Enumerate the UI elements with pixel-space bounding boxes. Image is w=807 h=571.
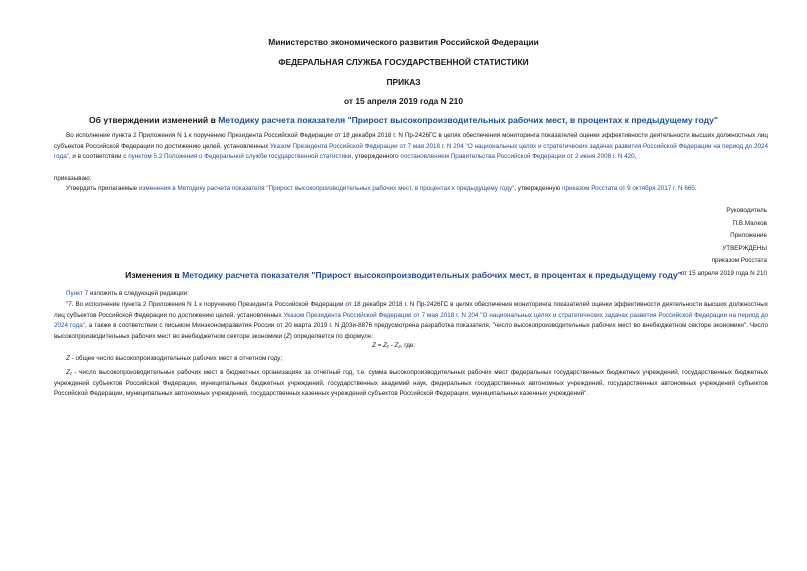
appendix-label: Приложение xyxy=(730,232,767,239)
doc-type-heading: ПРИКАЗ xyxy=(386,77,421,87)
prikazyvayu-line: приказываю: xyxy=(54,175,92,182)
definition-z1 xyxy=(54,368,768,400)
clause-7-text: изложить в следующей редакции: xyxy=(88,290,189,297)
appendix-by: приказом Росстата xyxy=(711,257,767,264)
z-symbol: Z xyxy=(285,332,290,340)
ministry-heading: Министерство экономического развития Российской Федерации xyxy=(268,37,539,47)
changes-title xyxy=(0,270,807,280)
resolution-420-link[interactable]: постановлением Правительства Российской Федерации от 2 июня 2008 г. N 420 xyxy=(400,153,635,161)
appendix-approved: УТВЕРЖДЕНЫ xyxy=(722,244,767,252)
formula-suffix: , где: xyxy=(400,342,416,349)
definition-z xyxy=(54,354,768,365)
approve-text-2: , утвержденную xyxy=(514,185,563,192)
approve-text-1: Утвердить прилагаемые xyxy=(66,185,139,192)
preamble-text-4: , xyxy=(634,153,637,161)
clause-7-link[interactable]: Пункт 7 xyxy=(66,290,89,297)
approve-text-3: . xyxy=(694,185,697,192)
clause-7-decree-link[interactable]: Указом Президента Российской Федерации от 7 мая 2018 г. N 204 "О национальных целях и стратегических задачах развития Российской Федерации на период до 2024 года" xyxy=(54,311,768,330)
changes-methodology-link[interactable]: Методику расчета показателя "Прирост высокопроизводительных рабочих мест, в процентах к предыдущему году" xyxy=(182,270,682,280)
rosstat-heading: ФЕДЕРАЛЬНАЯ СЛУЖБА ГОСУДАРСТВЕННОЙ СТАТИСТИКИ xyxy=(278,57,529,67)
def-z-text: - общее число высокопроизводительных рабочих мест в отчетном году; xyxy=(69,355,283,362)
approve-paragraph xyxy=(54,184,768,195)
doc-date-number: от 15 апреля 2019 года N 210 xyxy=(344,96,463,106)
signature-name: П.В.Малков xyxy=(732,219,767,227)
formula xyxy=(372,342,415,349)
methodology-link[interactable]: Методику расчета показателя "Прирост высокопроизводительных рабочих мест, в процентах к предыдущему году" xyxy=(218,115,719,125)
def-z-symbol: Z xyxy=(66,355,70,362)
preamble-paragraph xyxy=(54,131,768,163)
def-z1-symbol: Z₁ xyxy=(66,369,72,376)
preamble-text-1: Во исполнение пункта 2 Приложения N 1 к поручению Президента Российской Федерации от 18 декабря 2018 г. N Пр-2426ГС в целях обеспечения мониторинга показателей оценки эффективности деятельности высших должностных лиц субъектов Российской Федерации по достижению целей, установленных xyxy=(54,132,768,150)
document-title xyxy=(0,115,807,125)
decree-204-link[interactable]: Указом Президента Российской Федерации от 7 мая 2018 г. N 204 "О национальных целях и стратегических задачах развития Российской Федерации на период до 2024 года" xyxy=(54,142,768,161)
def-z1-text: - число высокопроизводительных рабочих мест в бюджетных организациях за отчетный год, т.е. сумма высокопроизводительных рабочих мест федеральных государственных бюджетных учреждений, государственных бюджетных учреждений субъектов Российской Федерации, муниципальных бюджетных учреждений, государственных академий наук, федеральных государственных автономных учреждений, государственных автономных учреждений субъектов Российской Федерации, муниципальных автономных учреждений, государственных казенных учреждений субъектов Российской Федерации, муниципальных казенных учреждений". xyxy=(54,369,768,398)
clause-7-body xyxy=(54,300,768,342)
preamble-text-2: , и в соответствии с xyxy=(68,153,129,161)
changes-link[interactable]: изменения в Методику расчета показателя "Прирост высокопроизводительных рабочих мест, в процентах к предыдущему году" xyxy=(139,185,515,192)
clause-7-text-2: , а также в соответствии с письмом Минэкономразвития России от 20 марта 2019 г. N Д03и-8876 предусмотрена разработка показателя, "число высокопроизводительных рабочих мест во внебюджетном секторе экономики". Число высокопроизводительных рабочих мест во внебюджетном секторе экономики ( xyxy=(54,322,768,340)
appendix-date: от 15 апреля 2019 года N 210 xyxy=(680,269,767,277)
clause-7-text-3: ) определяется по формуле: xyxy=(289,332,374,340)
preamble-text-3: , утвержденного xyxy=(351,153,401,161)
signature-position: Руководитель xyxy=(726,207,767,214)
signature-block xyxy=(681,205,767,280)
order-665-link[interactable]: приказом Росстата от 9 октября 2017 г. N 665 xyxy=(562,185,695,192)
formula-expression: Z = Z₁ - Z₂ xyxy=(372,342,401,349)
clause-5-2-link[interactable]: пунктом 5.2 Положения о Федеральной службе государственной статистики xyxy=(128,153,352,161)
clause-7-intro xyxy=(54,289,768,300)
changes-title-prefix: Изменения в xyxy=(125,270,183,280)
clause-7-text-1: "7. Во исполнение пункта 2 Приложения N 1 к поручению Президента Российской Федерации от 18 декабря 2018 г. N Пр-2426ГС в целях обеспечения мониторинга показателей оценки эффективности деятельности высших должностных лиц субъектов Российской Федерации по достижению целей, установленных xyxy=(54,301,768,319)
title-prefix: Об утверждении изменений в xyxy=(88,115,219,125)
